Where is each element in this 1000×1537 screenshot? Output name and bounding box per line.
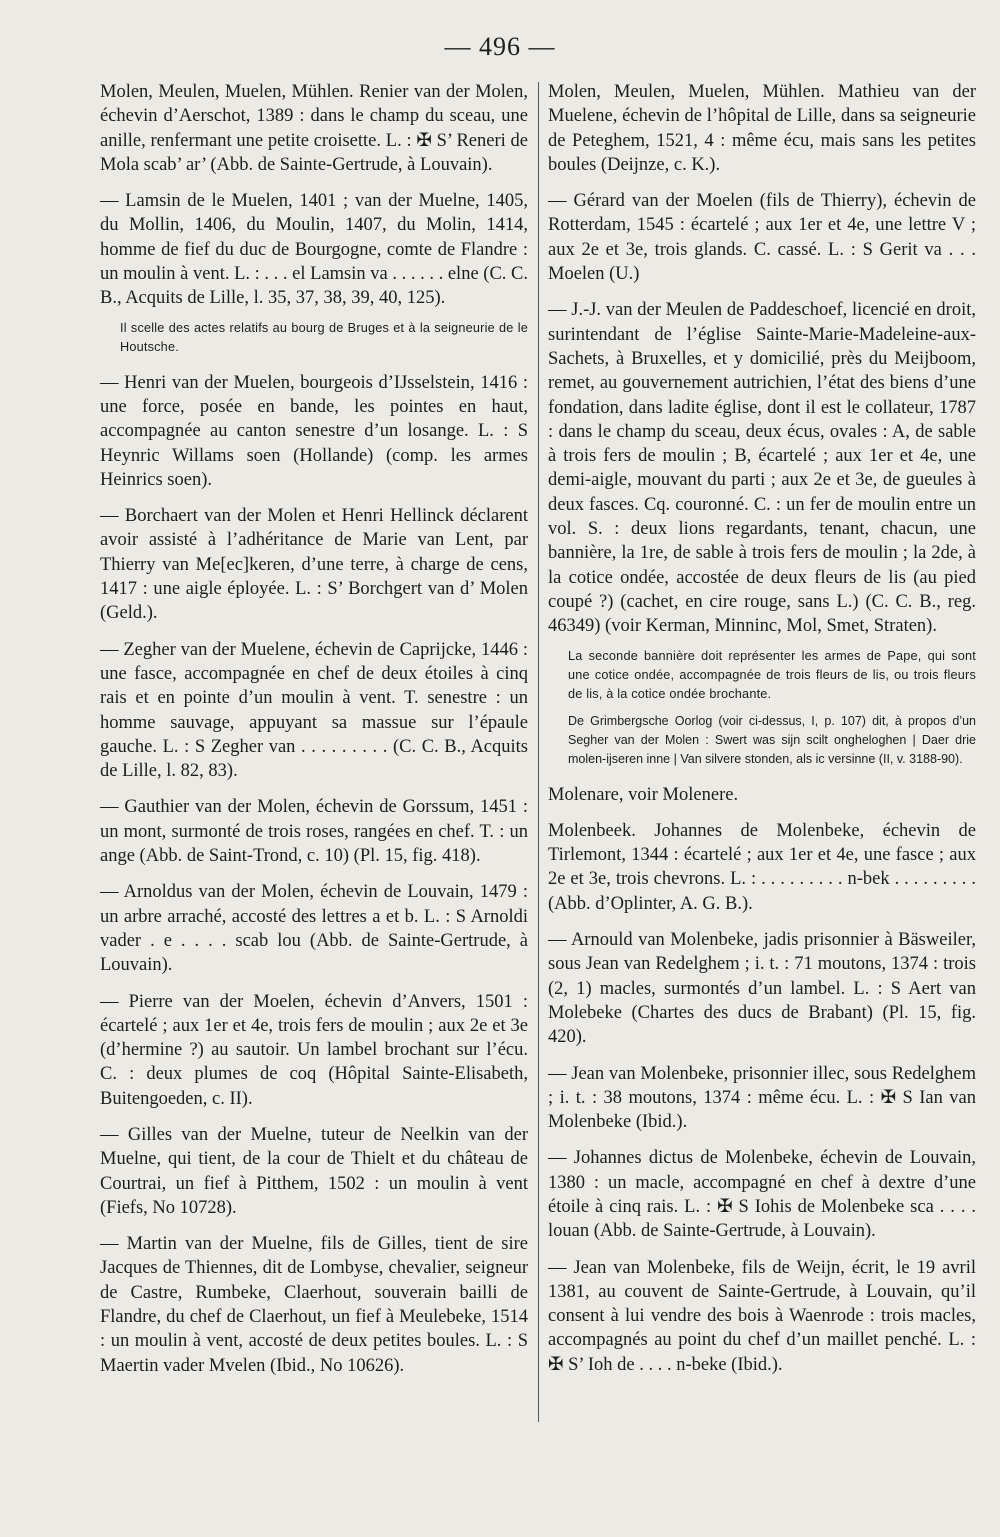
column-divider (538, 82, 539, 1422)
entry-henri: — Henri van der Muelen, bourgeois d’IJsselstein, 1416 : une force, posée en bande, les pointes en haut, accompagnée au canton senestre d’un losange. L. : S Heynric Willams soen (Hollande) (comp. les armes Heinrics soen). (100, 372, 528, 490)
note-lamsin: Il scelle des actes relatifs au bourg de Bruges et à la seigneurie de le Houtsche. (120, 320, 528, 354)
left-column (100, 80, 528, 1390)
entry-gauthier: — Gauthier van der Molen, échevin de Gorssum, 1451 : un mont, surmonté de trois roses, rangées en chef. T. : un ange (Abb. de Saint-Trond, c. 10) (Pl. 15, fig. 418). (100, 797, 528, 867)
entry-molenare: Molenare, voir Molenere. (548, 784, 739, 805)
right-column (548, 80, 976, 1389)
note-banniere: La seconde bannière doit représenter les armes de Pape, qui sont une cotice ondée, accompagnée de trois fleurs de lis, ou trois fleurs de lis, à la cotice ondée brochante. (568, 648, 976, 701)
note-grimbergsche: De Grimbergsche Oorlog (voir ci-dessus, I, p. 107) dit, à propos d’un Segher van der Molen : Swert was sijn scilt ongheloghen | Daer drie molen-ijseren inne | Van silvere stonden, als ic versinne (II, v. 3188-90). (568, 713, 976, 766)
page-number: — 496 — (444, 32, 556, 61)
entry-pierre: — Pierre van der Moelen, échevin d’Anvers, 1501 : écartelé ; aux 1er et 4e, trois fers de moulin ; aux 2e et 3e (d’hermine ?) au sautoir. Un lambel brochant sur l’écu. C. : deux plumes de coq (Hôpital Sainte-Elisabeth, Buitengoeden, c. II). (100, 991, 528, 1109)
entry-borchaert: — Borchaert van der Molen et Henri Hellinck déclarent avoir assisté à l’adhéritance de Marie van Lent, par Thierry van Me[ec]keren, d’une terre, à charge de cens, 1417 : une aigle éployée. L. : S’ Borchgert van d’ Molen (Geld.). (100, 506, 528, 624)
entry-molenbeek: Molenbeek. Johannes de Molenbeke, échevin de Tirlemont, 1344 : écartelé ; aux 1er et 4e, une fasce ; aux 2e et 3e, trois chevrons. L. : . . . . . . . . . n-bek . . . . . . . . . (Abb. d’Oplinter, A. G. B.). (548, 820, 976, 914)
entry-arnoldus: — Arnoldus van der Molen, échevin de Louvain, 1479 : un arbre arraché, accosté des lettres a et b. L. : S Arnoldi vader . e . . . . scab lou (Abb. de Sainte-Gertrude, à Louvain). (100, 882, 528, 976)
entry-arnould: — Arnould van Molenbeke, jadis prisonnier à Bäsweiler, sous Jean van Redelghem ; i. t. : 71 moutons, 1374 : trois (2, 1) macles, surmontés d’un lambel. L. : S Aert van Molebeke (Chartes des ducs de Brabant) (Pl. 15, fig. 420). (548, 930, 976, 1048)
entry-johannes-dictus: — Johannes dictus de Molenbeke, échevin de Louvain, 1380 : un macle, accompagné en chef à dextre d’une étoile à cinq rais. L. : ✠ S Iohis de Molenbeke sca . . . . louan (Abb. de Sainte-Gertrude, à Louvain). (548, 1148, 976, 1242)
entry-mathieu: Molen, Meulen, Muelen, Mühlen. Mathieu van der Muelene, échevin de l’hôpital de Lille, dans sa seigneurie de Peteghem, 1521, 4 : même écu, mais sans les petites boules (Deijnze, c. K.). (548, 82, 976, 175)
entry-jean-redelghem: — Jean van Molenbeke, prisonnier illec, sous Redelghem ; i. t. : 38 moutons, 1374 : même écu. L. : ✠ S Ian van Molenbeke (Ibid.). (548, 1063, 976, 1133)
entry-gerard: — Gérard van der Moelen (fils de Thierry), échevin de Rotterdam, 1545 : écartelé ; aux 1er et 4e, une lettre V ; aux 2e et 3e, trois glands. C. cassé. L. : S Gerit va . . . Moelen (U.) (548, 191, 976, 285)
entry-zegher: — Zegher van der Muelene, échevin de Caprijcke, 1446 : une fasce, accompagnée en chef de deux étoiles à cinq rais et en pointe d’un moulin à vent. T. senestre : un homme sauvage, appuyant sa massue sur l’épaule gauche. L. : S Zegher van . . . . . . . . . (C. C. B., Acquits de Lille, l. 82, 83). (100, 639, 528, 782)
entry-molen-renier: Molen, Meulen, Muelen, Mühlen. Renier van der Molen, échevin d’Aerschot, 1389 : dans le champ du sceau, une anille, renfermant une petite croisette. L. : ✠ S’ Reneri de Mola scab’ ar’ (Abb. de Sainte-Gertrude, à Louvain). (100, 82, 528, 175)
entry-jean-weijn: — Jean van Molenbeke, fils de Weijn, écrit, le 19 avril 1381, au couvent de Sainte-Gertrude, à Louvain, qu’il consent à lui vendre des bois à Waenrode : trois macles, accompagnés au point du chef d’un maillet penché. L. : ✠ S’ Ioh de . . . . n-beke (Ibid.). (548, 1257, 976, 1375)
entry-lamsin: — Lamsin de le Muelen, 1401 ; van der Muelne, 1405, du Mollin, 1406, du Moulin, 1407, du Molin, 1414, homme de fief du duc de Bourgogne, comte de Flandre : un moulin à vent. L. : . . . el Lamsin va . . . . . . elne (C. C. B., Acquits de Lille, l. 35, 37, 38, 39, 40, 125). (100, 191, 529, 309)
entry-gilles: — Gilles van der Muelne, tuteur de Neelkin van der Muelne, qui tient, de la cour de Thielt et du château de Courtrai, un fief à Pitthem, 1502 : un moulin à vent (Fiefs, No 10728). (100, 1124, 528, 1218)
entry-jj-van-der-meulen: — J.-J. van der Meulen de Paddeschoef, licencié en droit, surintendant de l’église Sainte-Marie-Madeleine-aux-Sachets, à Bruxelles, et y domicilié, près du Meijboom, remet, au gouvernement autrichien, l’état des biens d’une fondation, dans ladite église, dont il est le collateur, 1787 : dans le champ du sceau, deux écus, ovales : A, de sable à trois fers de moulin ; B, écartelé ; aux 1er et 4e, une demi-aigle, mouvant du parti ; aux 2e et 3e, de gueules à deux fasces. Cq. couronné. C. : un fer de moulin entre un vol. S. : deux lions regardants, tenant, chacun, une bannière, la 1re, de sable à trois fers de moulin ; la 2de, à la cotice ondée, accostée de deux fleurs de lis (au pied coupé ?) (cachet, en cire rouge, sans L.) (C. C. B., reg. 46349) (voir Kerman, Minninc, Mol, Smet, Straten). (548, 300, 976, 637)
entry-martin: — Martin van der Muelne, fils de Gilles, tient de sire Jacques de Thiennes, dit de Lombyse, chevalier, seigneur de Castre, Rumbeke, Claerhout, souverain bailli de Flandre, du chef de Claerhout, un fief à Meulebeke, 1514 : un moulin à vent, accosté de deux petites boules. L. : S Maertin vader Mvelen (Ibid., No 10626). (100, 1234, 528, 1376)
